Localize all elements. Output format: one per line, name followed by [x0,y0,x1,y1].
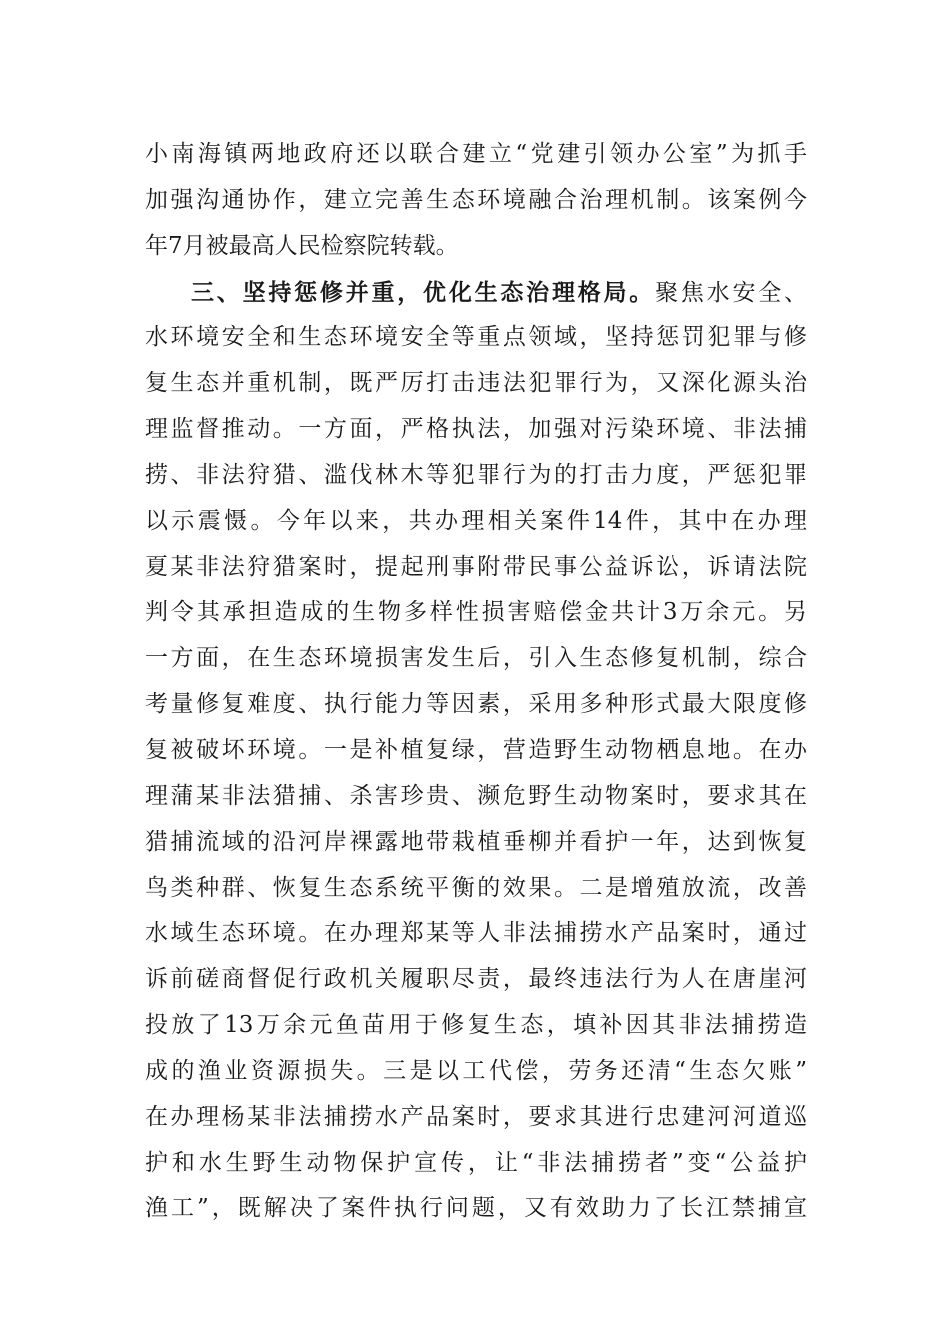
text-line: 护和水生野生动物保护宣传，让“非法捕捞者”变“公益护 [145,1149,807,1176]
text-line-first [145,270,807,316]
text-line: 夏某非法狩猎案时，提起刑事附带民事公益诉讼，诉请法院 [145,553,807,580]
text-line: 年7月被最高人民检察院转载。 [145,232,459,259]
text-line: 水环境安全和生态环境安全等重点领域，坚持惩罚犯罪与修 [145,324,807,351]
text-line: 渔工”，既解决了案件执行问题，又有效助力了长江禁捕宣 [145,1195,807,1222]
text-line: 理蒲某非法猎捕、杀害珍贵、濒危野生动物案时，要求其在 [145,782,807,809]
text-line: 考量修复难度、执行能力等因素，采用多种形式最大限度修 [145,691,807,718]
text-line: 判令其承担造成的生物多样性损害赔偿金共计3万余元。另 [145,599,807,626]
text-line: 理监督推动。一方面，严格执法，加强对污染环境、非法捕 [145,416,807,443]
text-line: 成的渔业资源损失。三是以工代偿，劳务还清“生态欠账” [145,1057,807,1084]
paragraph-2 [145,270,807,1233]
text-line: 加强沟通协作，建立完善生态环境融合治理机制。该案例今 [145,186,807,213]
text-line: 复被破坏环境。一是补植复绿，营造野生动物栖息地。在办 [145,736,807,763]
paragraph-1 [145,132,807,270]
text-line: 复生态并重机制，既严厉打击违法犯罪行为，又深化源头治 [145,370,807,397]
text-line: 鸟类种群、恢复生态系统平衡的效果。二是增殖放流，改善 [145,874,807,901]
heading-continuation: 聚焦水安全、 [655,279,807,306]
text-line: 投放了13万余元鱼苗用于修复生态，填补因其非法捕捞造 [145,1012,807,1039]
text-line: 以示震慑。今年以来，共办理相关案件14件，其中在办理 [145,507,807,534]
text-line: 在办理杨某非法捕捞水产品案时，要求其进行忠建河河道巡 [145,1103,807,1130]
text-line: 诉前磋商督促行政机关履职尽责，最终违法行为人在唐崖河 [145,966,807,993]
text-line: 猎捕流域的沿河岸裸露地带栽植垂柳并看护一年，达到恢复 [145,828,807,855]
text-line: 小南海镇两地政府还以联合建立“党建引领办公室”为抓手 [145,141,807,167]
body-text [145,132,807,1232]
text-line: 捞、非法狩猎、滥伐林木等犯罪行为的打击力度，严惩犯罪 [145,461,807,488]
section-heading: 三、坚持惩修并重，优化生态治理格局。 [191,278,656,306]
text-line: 一方面，在生态环境损害发生后，引入生态修复机制，综合 [145,645,807,672]
text-line: 水域生态环境。在办理郑某等人非法捕捞水产品案时，通过 [145,920,807,947]
